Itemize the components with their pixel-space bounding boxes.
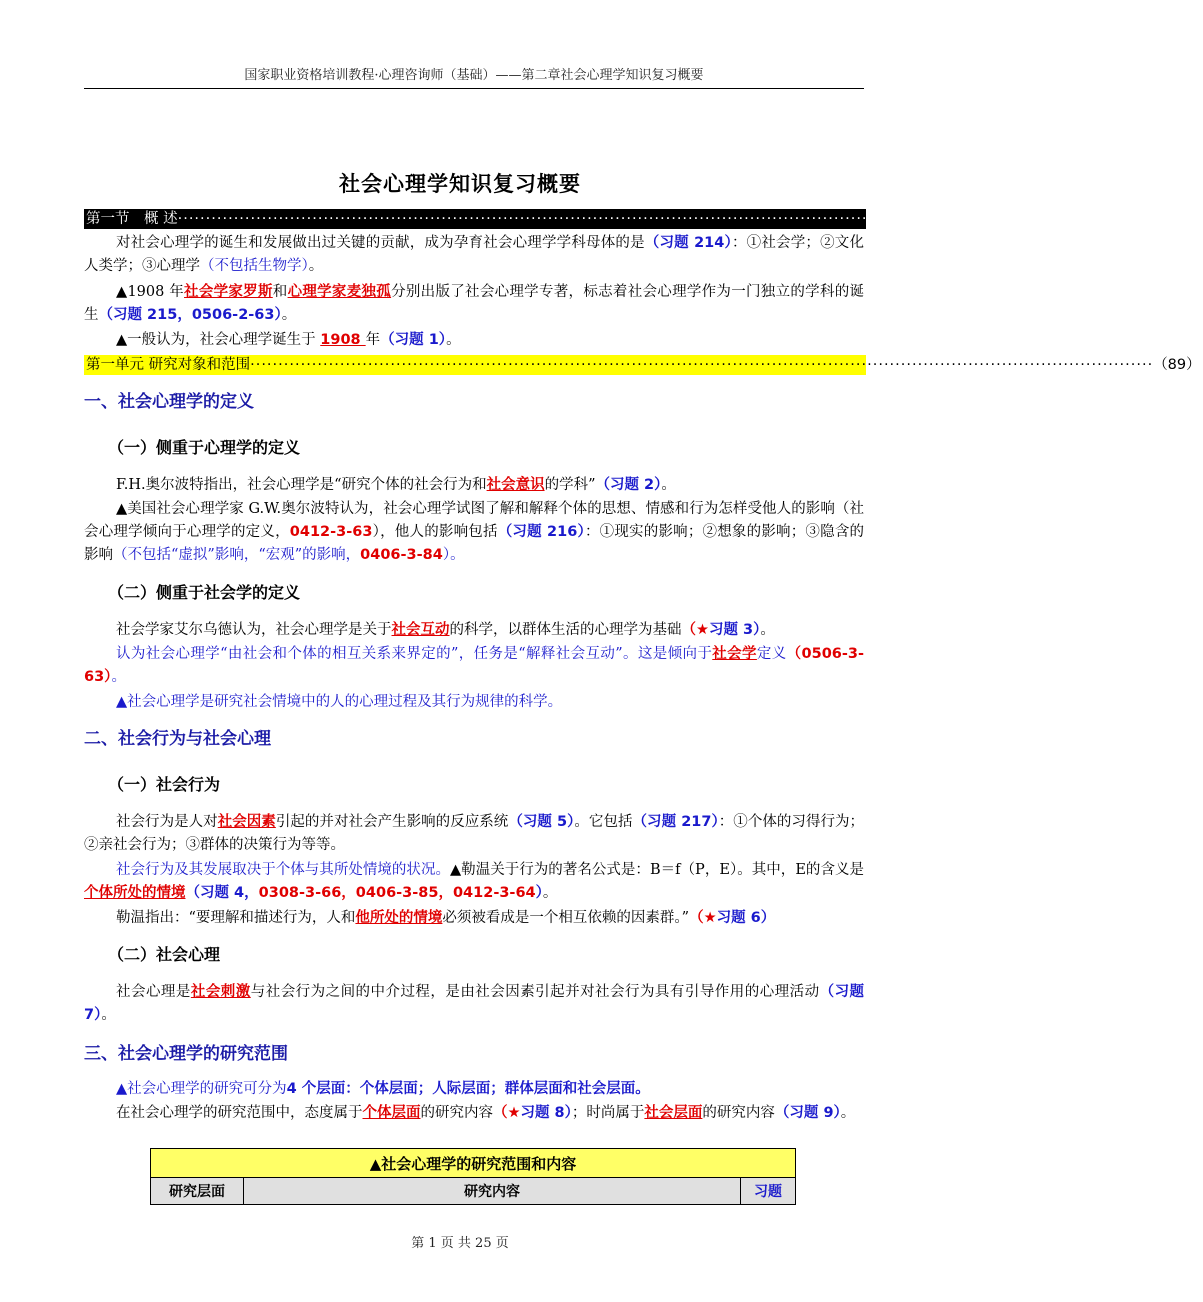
text: 勒温指出：“要理解和描述行为，人和 (116, 910, 356, 926)
column-header-content: 研究内容 (244, 1178, 741, 1205)
key-term: 社会学 (712, 646, 757, 662)
exercise-ref: 习题 6） (716, 910, 776, 926)
text: 与社会行为之间的中介过程，是由社会因素引起并对社会行为具有引导作用的心理活动 (250, 984, 820, 1000)
text: ▲社会心理学是研究社会情境中的人的心理过程及其行为规律的科学。 (116, 694, 563, 710)
paragraph-lewin-quote (84, 907, 864, 930)
exam-code: （0506-3-63） (84, 646, 865, 685)
paragraph-gw-allport (84, 498, 864, 567)
text: 。 (760, 622, 775, 638)
scope-table (150, 1148, 796, 1205)
page-header: 国家职业资格培训教程·心理咨询师（基础）——第二章社会心理学知识复习概要 (84, 64, 864, 89)
text: ） (535, 885, 543, 901)
exercise-ref: （习题 9） (774, 1105, 841, 1121)
text: 。 (446, 332, 461, 348)
star-mark: （★ (681, 622, 709, 638)
heading-behavior: 二、社会行为与社会心理 (84, 729, 271, 749)
paragraph-social-behavior (84, 811, 864, 857)
note: （不包括生物学） (200, 258, 309, 274)
text: 的研究内容 (420, 1105, 493, 1121)
note: （不包括“虚拟”影响，“宏观”的影响， (113, 547, 361, 563)
unit-bar-objects (84, 355, 1201, 375)
paragraph-1908 (84, 281, 864, 327)
text: 年 (365, 332, 381, 348)
key-term: 个体所处的情境 (84, 885, 186, 901)
key-term: 社会因素 (217, 814, 276, 830)
text: 社会行为是人对 (116, 814, 218, 830)
text: ），他人的影响包括 (372, 524, 498, 540)
text: 。 (308, 258, 324, 274)
leader-dots: ································································································································································· (177, 211, 1081, 227)
exam-code: 0412-3-63 (289, 524, 373, 540)
table-header-row (151, 1178, 796, 1205)
key-term: 社会层面 (644, 1105, 703, 1121)
paragraph-origin (84, 232, 864, 278)
unit-label: 第一单元 研究对象和范围 (86, 357, 251, 373)
key-term: 1908 (320, 332, 366, 348)
key-term: 社会学家罗斯 (184, 284, 273, 300)
exercise-ref: （习题 215，0506-2-63） (98, 307, 282, 323)
exercise-ref: 习题 3） (709, 622, 761, 638)
subheading-social-behavior: （一）社会行为 (108, 775, 221, 794)
text: 。 (101, 1007, 116, 1023)
exercise-ref: （习题 2） (595, 477, 662, 493)
text: 社会行为及其发展取决于个体与其所处情境的状况。 (116, 862, 450, 878)
key-term: 心理学家麦独孤 (287, 284, 392, 300)
exercise-ref: （习题 217） (632, 814, 719, 830)
text: ：①社会学；②文化人类学；③心理学 (84, 235, 864, 274)
document-title: 社会心理学知识复习概要 (339, 172, 581, 196)
paragraph-four-levels (84, 1078, 864, 1101)
leader-dots: ································································································································································· (250, 357, 1154, 373)
text: 定义 (756, 646, 787, 662)
star-mark: （★ (689, 910, 717, 926)
unit-page-ref: （89） (1153, 357, 1201, 373)
key-term: 社会互动 (391, 622, 450, 638)
text: ▲1908 年 (116, 284, 185, 300)
exam-code: 0308-3-66，0406-3-85，0412-3-64 (258, 885, 536, 901)
subheading-social-psychology: （二）社会心理 (108, 945, 221, 964)
text: 社会学家艾尔乌德认为，社会心理学是关于 (116, 622, 392, 638)
text: 在社会心理学的研究范围中，态度属于 (116, 1105, 363, 1121)
text: 和 (272, 284, 288, 300)
text: 。 (542, 885, 558, 901)
text: 。 (281, 307, 297, 323)
text: 对社会心理学的诞生和发展做出过关键的贡献，成为孕育社会心理学学科母体的是 (116, 235, 645, 251)
subheading-sociology-definition: （二）侧重于社会学的定义 (108, 583, 301, 602)
paragraph-social-interaction (84, 643, 864, 689)
exercise-ref: （习题 5） (508, 814, 575, 830)
exam-code: 0406-3-84 (360, 547, 443, 563)
heading-definition: 一、社会心理学的定义 (84, 392, 254, 412)
text: 必须被看成是一个相互依赖的因素群。” (442, 910, 690, 926)
text: 分别出版了社会心理学专著，标志着社会心理学作为一门独立的学科的诞生 (84, 284, 865, 323)
text: 。 (840, 1105, 856, 1121)
paragraph-lewin-formula (84, 859, 864, 905)
paragraph-attitude-fashion (84, 1102, 864, 1125)
text: ；时尚属于 (571, 1105, 645, 1121)
text: 社会心理是 (116, 984, 191, 1000)
text: ▲美国社会心理学家 G.W.奥尔波特认为，社会心理学试图了解和解释个体的思想、情感和行为怎样受他人的影响（社会心理学倾向于心理学的定义， (84, 501, 864, 540)
page-footer: 第 1 页 共 25 页 (411, 1236, 509, 1251)
text: ）。 (442, 547, 465, 563)
text: F.H.奥尔波特指出，社会心理学是“研究个体的社会行为和 (116, 477, 487, 493)
key-term: 社会刺激 (190, 984, 251, 1000)
text: 。 (661, 477, 676, 493)
exercise-ref: （习题 7） (84, 984, 865, 1023)
text: ▲一般认为，社会心理学诞生于 (116, 332, 321, 348)
text: 的科学，以群体生活的心理学为基础 (449, 622, 682, 638)
exercise-ref: （习题 1） (380, 332, 447, 348)
text: ：①个体的习得行为；②亲社会行为；③群体的决策行为等等。 (84, 814, 865, 853)
paragraph-fh-allport (84, 474, 864, 497)
text: 。 (111, 669, 126, 685)
paragraph-social-psychology (84, 981, 864, 1027)
exercise-ref: 习题 8） (520, 1105, 572, 1121)
paragraph-definition-summary (84, 691, 864, 714)
text: 的学科” (544, 477, 596, 493)
paragraph-birth-year (84, 329, 864, 352)
text: 引起的并对社会产生影响的反应系统 (275, 814, 509, 830)
text: 4 个层面：个体层面；人际层面；群体层面和社会层面。 (286, 1081, 650, 1097)
section-label: 第一节 概 述 (86, 211, 178, 227)
table-title-row (151, 1149, 796, 1178)
exercise-ref: （习题 216） (497, 524, 585, 540)
key-term: 他所处的情境 (355, 910, 443, 926)
star-mark: （★ (493, 1105, 521, 1121)
text: ▲社会心理学的研究可分为 (116, 1081, 287, 1097)
paragraph-ellwood (84, 619, 864, 642)
heading-scope: 三、社会心理学的研究范围 (84, 1044, 288, 1064)
exercise-ref: （习题 4， (185, 885, 259, 901)
key-term: 社会意识 (486, 477, 545, 493)
column-header-level: 研究层面 (151, 1178, 244, 1205)
column-header-exercise: 习题 (741, 1178, 796, 1205)
text: 认为社会心理学“由社会和个体的相互关系来界定的”，任务是“解释社会互动”。这是倾向于 (116, 646, 713, 662)
subheading-psych-definition: （一）侧重于心理学的定义 (108, 438, 301, 457)
text: 。它包括 (574, 814, 633, 830)
section-bar-overview (84, 209, 1129, 229)
text: ：①现实的影响；②想象的影响；③隐含的影响 (84, 524, 865, 563)
exercise-ref: （习题 214） (644, 235, 732, 251)
text: 的研究内容 (702, 1105, 775, 1121)
section-page-ref: （89） (1080, 211, 1129, 227)
table-title: ▲社会心理学的研究范围和内容 (151, 1149, 796, 1178)
text: ▲勒温关于行为的著名公式是：B＝f（P，E）。其中，E的含义是 (450, 862, 864, 878)
key-term: 个体层面 (362, 1105, 421, 1121)
